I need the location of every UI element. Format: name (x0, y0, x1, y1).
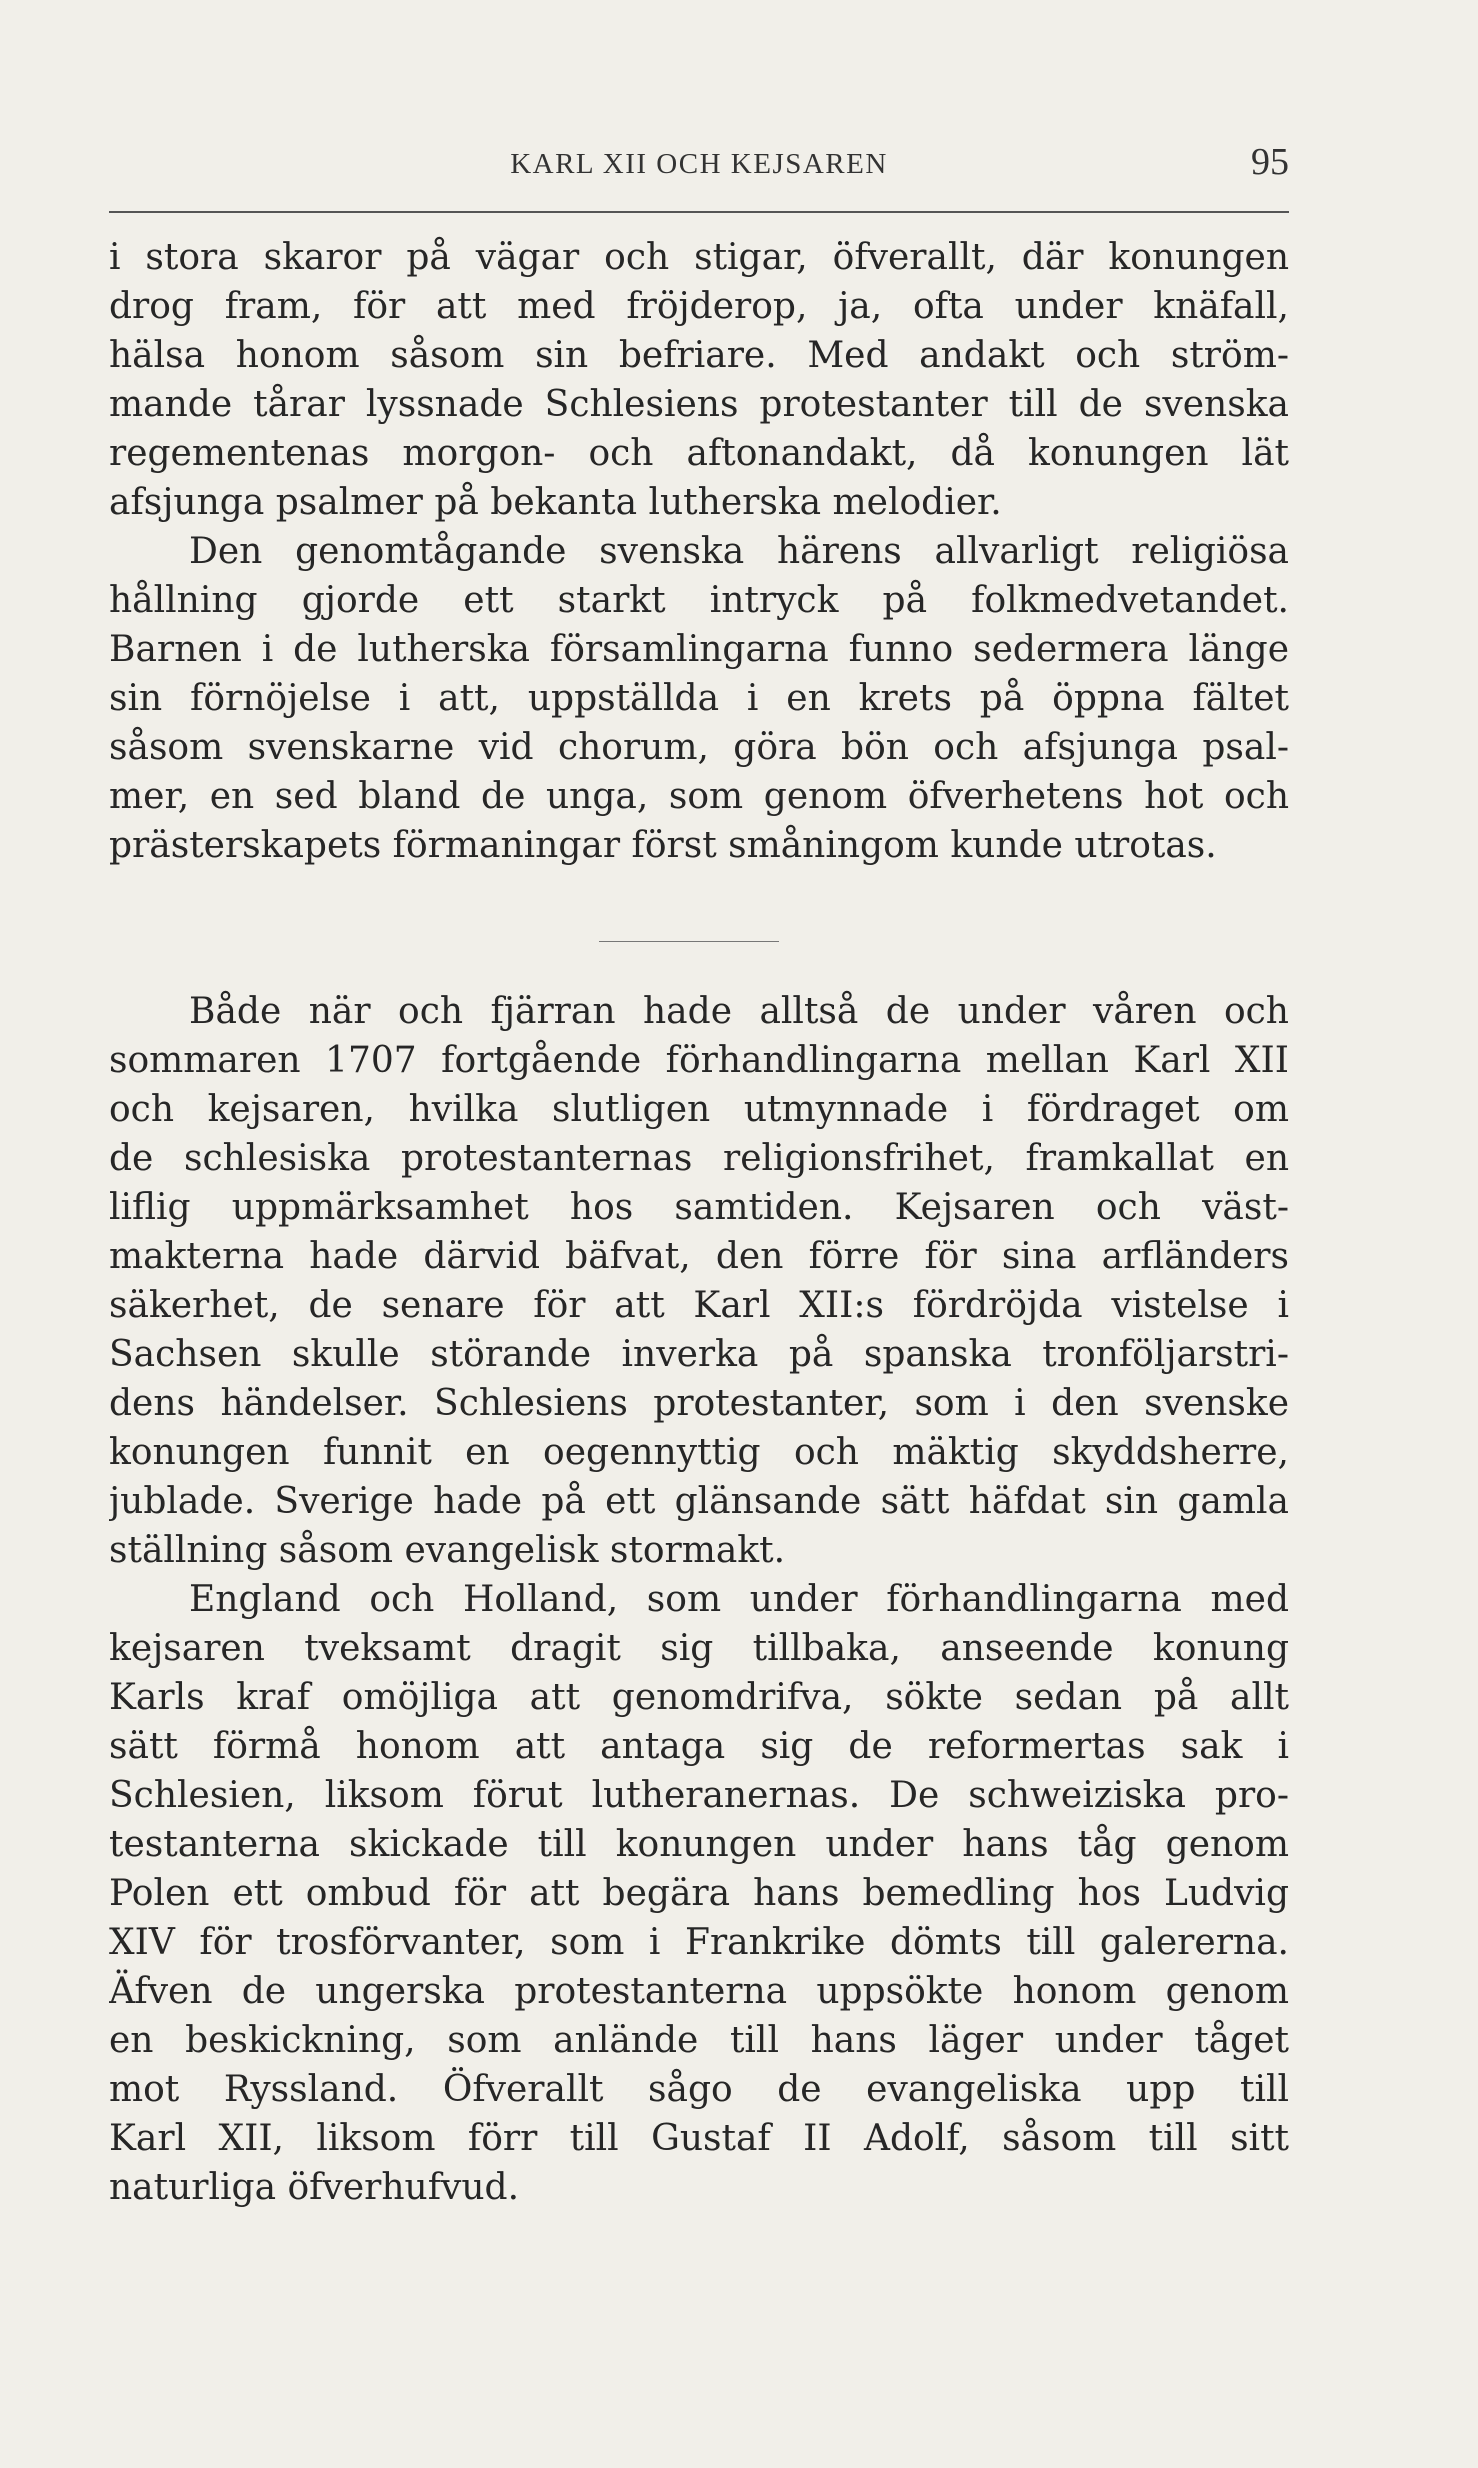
text-line: XIV för trosförvanter, som i Frankrike dömts till galererna. (109, 1922, 1289, 1963)
text-line: Äfven de ungerska protestanterna uppsökte honom genom (109, 1971, 1289, 2012)
page-header (109, 140, 1289, 190)
text-line: sin förnöjelse i att, uppställda i en krets på öppna fältet (109, 678, 1289, 719)
running-title: KARL XII OCH KEJSAREN (510, 148, 888, 180)
header-rule (109, 211, 1289, 213)
text-line: ställning såsom evangelisk stormakt. (109, 1530, 786, 1571)
text-line: såsom svenskarne vid chorum, göra bön och afsjunga psal- (109, 727, 1289, 768)
paragraph-2 (109, 527, 1289, 870)
text-line: Schlesien, liksom förut lutheranernas. De schweiziska pro- (109, 1775, 1289, 1816)
text-line: en beskickning, som anlände till hans läger under tåget (109, 2020, 1289, 2061)
text-line: hälsa honom såsom sin befriare. Med andakt och ström- (109, 335, 1289, 376)
text-line: prästerskapets förmaningar först småningom kunde utrotas. (109, 825, 1217, 866)
text-line: makterna hade därvid bäfvat, den förre för sina arfländers (109, 1236, 1289, 1277)
text-line: Både när och fjärran hade alltså de under våren och (189, 991, 1289, 1032)
text-line: Karls kraf omöjliga att genomdrifva, sökte sedan på allt (109, 1677, 1289, 1718)
text-line: sätt förmå honom att antaga sig de reformertas sak i (109, 1726, 1289, 1767)
text-line: Karl XII, liksom förr till Gustaf II Adolf, såsom till sitt (109, 2118, 1289, 2159)
text-line: Sachsen skulle störande inverka på spanska tronföljarstri- (109, 1334, 1289, 1375)
text-line: mande tårar lyssnade Schlesiens protestanter till de svenska (109, 384, 1289, 425)
section-divider (599, 941, 779, 942)
text-line: hållning gjorde ett starkt intryck på folkmedvetandet. (109, 580, 1289, 621)
text-line: Polen ett ombud för att begära hans bemedling hos Ludvig (109, 1873, 1289, 1914)
paragraph-3 (109, 987, 1289, 1575)
text-line: Barnen i de lutherska församlingarna funno sedermera länge (109, 629, 1289, 670)
text-line: liflig uppmärksamhet hos samtiden. Kejsaren och väst- (109, 1187, 1289, 1228)
text-line: drog fram, för att med fröjderop, ja, ofta under knäfall, (109, 286, 1289, 327)
text-line: de schlesiska protestanternas religionsfrihet, framkallat en (109, 1138, 1289, 1179)
text-line: i stora skaror på vägar och stigar, öfverallt, där konungen (109, 237, 1289, 278)
text-line: Den genomtågande svenska härens allvarligt religiösa (189, 531, 1289, 572)
text-block-before-break (109, 233, 1289, 870)
text-line: och kejsaren, hvilka slutligen utmynnade i fördraget om (109, 1089, 1289, 1130)
text-line: dens händelser. Schlesiens protestanter, som i den svenske (109, 1383, 1289, 1424)
page-number: 95 (1251, 141, 1289, 183)
text-line: testanterna skickade till konungen under hans tåg genom (109, 1824, 1289, 1865)
text-line: jublade. Sverige hade på ett glänsande sätt häfdat sin gamla (109, 1481, 1289, 1522)
text-line: afsjunga psalmer på bekanta lutherska melodier. (109, 482, 1002, 523)
text-line: naturliga öfverhufvud. (109, 2167, 520, 2208)
paragraph-4 (109, 1575, 1289, 2212)
text-line: kejsaren tveksamt dragit sig tillbaka, anseende konung (109, 1628, 1289, 1669)
text-line: mot Ryssland. Öfverallt sågo de evangeliska upp till (109, 2069, 1289, 2110)
text-line: konungen funnit en oegennyttig och mäktig skyddsherre, (109, 1432, 1289, 1473)
paragraph-1 (109, 233, 1289, 527)
text-line: mer, en sed bland de unga, som genom öfverhetens hot och (109, 776, 1289, 817)
text-line: säkerhet, de senare för att Karl XII:s fördröjda vistelse i (109, 1285, 1289, 1326)
text-line: England och Holland, som under förhandlingarna med (189, 1579, 1289, 1620)
text-line: regementenas morgon- och aftonandakt, då konungen lät (109, 433, 1289, 474)
text-block-after-break (109, 987, 1289, 2212)
text-line: sommaren 1707 fortgående förhandlingarna mellan Karl XII (109, 1040, 1289, 1081)
